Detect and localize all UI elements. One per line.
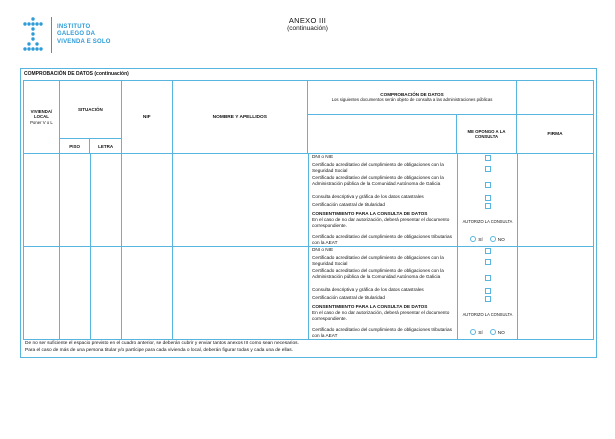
consent-section: [309, 210, 458, 232]
doc-item-admin-galicia: Certificado acreditativo del cumplimiento de obligaciones con la Administración pública de la Comunidad Autónoma de Galicia: [309, 175, 458, 194]
col-header-nombre: NOMBRE Y APELLIDOS: [173, 81, 308, 153]
radio-si-icon[interactable]: [470, 329, 476, 335]
radio-no-label: NO: [497, 329, 505, 335]
doc-item-catastro-titularidad: Certificación catastral de titularidad: [309, 202, 458, 210]
vivienda-input-cell[interactable]: [24, 154, 60, 246]
oppose-checkbox-admin-galicia[interactable]: [485, 275, 491, 281]
subheader-row: [308, 115, 593, 153]
radio-si-label: SÍ: [478, 236, 483, 242]
col-header-firma: FIRMA: [547, 131, 563, 137]
section-title: COMPROBACIÓN DE DATOS (continuación): [24, 71, 129, 77]
doc-item-catastro-titularidad: Certificación catastral de titularidad: [309, 295, 458, 303]
consent-title: CONSENTIMIENTO PARA LA CONSULTA DE DATOS: [312, 211, 428, 216]
oppose-checkbox-catastro-titularidad[interactable]: [485, 203, 491, 209]
footer-notes: [25, 340, 299, 354]
authorize-option-yes[interactable]: [470, 236, 482, 242]
doc-checkbox-cell: [458, 202, 518, 210]
brand-line-2: GALEGO DA: [57, 31, 96, 38]
radio-no-label: NO: [497, 236, 505, 242]
doc-checkbox-cell: [458, 194, 518, 202]
footer-note-1: De no ser suficiente el espacio previsto en el cuadro anterior, se deberán cubrir y enviar tantos anexos III como sean necesarios.: [25, 341, 299, 346]
document-title: [0, 16, 615, 32]
doc-item-catastro-consulta: Consulta descriptiva y gráfica de los datos catastrales: [309, 194, 458, 202]
consent-title: CONSENTIMIENTO PARA LA CONSULTA DE DATOS: [312, 304, 428, 309]
doc-checkbox-cell: [458, 287, 518, 295]
header-right-group: [308, 81, 593, 153]
vivienda-input-cell[interactable]: [24, 247, 60, 339]
consent-section: [309, 303, 458, 325]
oppose-checkbox-dni[interactable]: [485, 155, 491, 161]
situacion-label: SITUACIÓN: [77, 107, 103, 112]
brand-line-3: VIVENDA E SOLO: [57, 38, 111, 45]
consent-body: En el caso de no dar autorización, deberá presentar el documento correspondiente.: [312, 217, 450, 228]
radio-no-icon[interactable]: [490, 236, 496, 242]
doc-checkbox-cell: [458, 247, 518, 255]
col-header-piso: PISO: [60, 139, 91, 153]
doc-item-dni: DNI o NIE: [309, 154, 458, 162]
doc-item-tributarias: Certificado acreditativo del cumplimiento de obligaciones tributarias con la AEAT: [309, 325, 458, 339]
header-empty-cell: [517, 81, 593, 114]
docs-header-empty-cell: [308, 115, 457, 153]
letra-input-cell[interactable]: [91, 247, 122, 339]
doc-checkbox-cell: [458, 255, 518, 268]
doc-item-seguridad-social: Certificado acreditativo del cumplimiento de obligaciones con la Seguridad Social: [309, 162, 458, 175]
authorize-option-no[interactable]: [490, 329, 505, 335]
annex-subtitle: (continuación): [287, 25, 328, 32]
doc-checkbox-cell: [458, 154, 518, 162]
applicant-row-block: [24, 154, 593, 246]
table-body: [24, 154, 593, 339]
comprobacion-title: COMPROBACIÓN DE DATOS: [380, 92, 444, 98]
doc-checkbox-cell: [458, 162, 518, 175]
vivienda-label-2: LOCAL: [34, 114, 49, 120]
oppose-checkbox-catastro-consulta[interactable]: [485, 288, 491, 294]
col-header-comprobacion: [308, 81, 517, 114]
authorize-label: AUTORIZO LA CONSULTA: [458, 303, 518, 325]
nif-input-cell[interactable]: [122, 247, 173, 339]
letra-input-cell[interactable]: [91, 154, 122, 246]
nombre-input-cell[interactable]: [173, 247, 309, 339]
firma-input-cell[interactable]: [518, 247, 595, 339]
piso-input-cell[interactable]: [60, 154, 91, 246]
situacion-subcolumns: [60, 138, 121, 153]
doc-item-dni: DNI o NIE: [309, 247, 458, 255]
vivienda-label-1: VIVIENDA/: [30, 108, 53, 114]
piso-input-cell[interactable]: [60, 247, 91, 339]
annex-title: ANEXO III: [288, 16, 327, 25]
vivienda-label-3: Poner V o L: [30, 119, 53, 125]
radio-si-label: SÍ: [478, 329, 483, 335]
nif-input-cell[interactable]: [122, 154, 173, 246]
oppose-checkbox-catastro-consulta[interactable]: [485, 195, 491, 201]
comprobacion-table: [23, 80, 594, 340]
col-header-vivienda: [24, 81, 60, 153]
applicant-row-block: [24, 246, 593, 339]
brand-line-1: INSTITUTO: [57, 23, 91, 30]
oppose-checkbox-dni[interactable]: [485, 248, 491, 254]
oppose-checkbox-admin-galicia[interactable]: [485, 182, 491, 188]
radio-no-icon[interactable]: [490, 329, 496, 335]
footer-note-2: Para el caso de más de una persona titular y/o partícipe para cada vivienda o local, deberán figurar todas y cada una de ellas.: [25, 348, 293, 353]
table-header: [24, 81, 593, 154]
doc-item-catastro-consulta: Consulta descriptiva y gráfica de los datos catastrales: [309, 287, 458, 295]
doc-item-seguridad-social: Certificado acreditativo del cumplimiento de obligaciones con la Seguridad Social: [309, 255, 458, 268]
comprobacion-subtitle: Los siguientes documentos serán objeto de consulta a las administraciones públicas: [331, 97, 493, 103]
consent-body: En el caso de no dar autorización, deberá presentar el documento correspondiente.: [312, 310, 450, 321]
authorize-option-yes[interactable]: [470, 329, 482, 335]
oppose-checkbox-seguridad-social[interactable]: [485, 166, 491, 172]
authorize-label: AUTORIZO LA CONSULTA: [458, 210, 518, 232]
doc-checkbox-cell: [458, 175, 518, 194]
doc-item-admin-galicia: Certificado acreditativo del cumplimiento de obligaciones con la Administración pública de la Comunidad Autónoma de Galicia: [309, 268, 458, 287]
radio-si-icon[interactable]: [470, 236, 476, 242]
authorize-radio-group: [458, 232, 518, 246]
authorize-option-no[interactable]: [490, 236, 505, 242]
col-header-nif: NIF: [122, 81, 173, 153]
oppose-checkbox-seguridad-social[interactable]: [485, 259, 491, 265]
doc-checkbox-cell: [458, 268, 518, 287]
col-header-me-opongo: ME OPONGO A LA CONSULTA: [457, 115, 517, 153]
col-header-situacion: [60, 81, 122, 153]
oppose-checkbox-catastro-titularidad[interactable]: [485, 296, 491, 302]
col-header-letra: LETRA: [98, 143, 114, 149]
doc-checkbox-cell: [458, 295, 518, 303]
nombre-input-cell[interactable]: [173, 154, 309, 246]
comprobacion-frame: [20, 68, 597, 358]
doc-item-tributarias: Certificado acreditativo del cumplimiento de obligaciones tributarias con la AEAT: [309, 232, 458, 246]
comprobacion-header-row: [308, 81, 593, 115]
authorize-radio-group: [458, 325, 518, 339]
firma-input-cell[interactable]: [518, 154, 595, 246]
